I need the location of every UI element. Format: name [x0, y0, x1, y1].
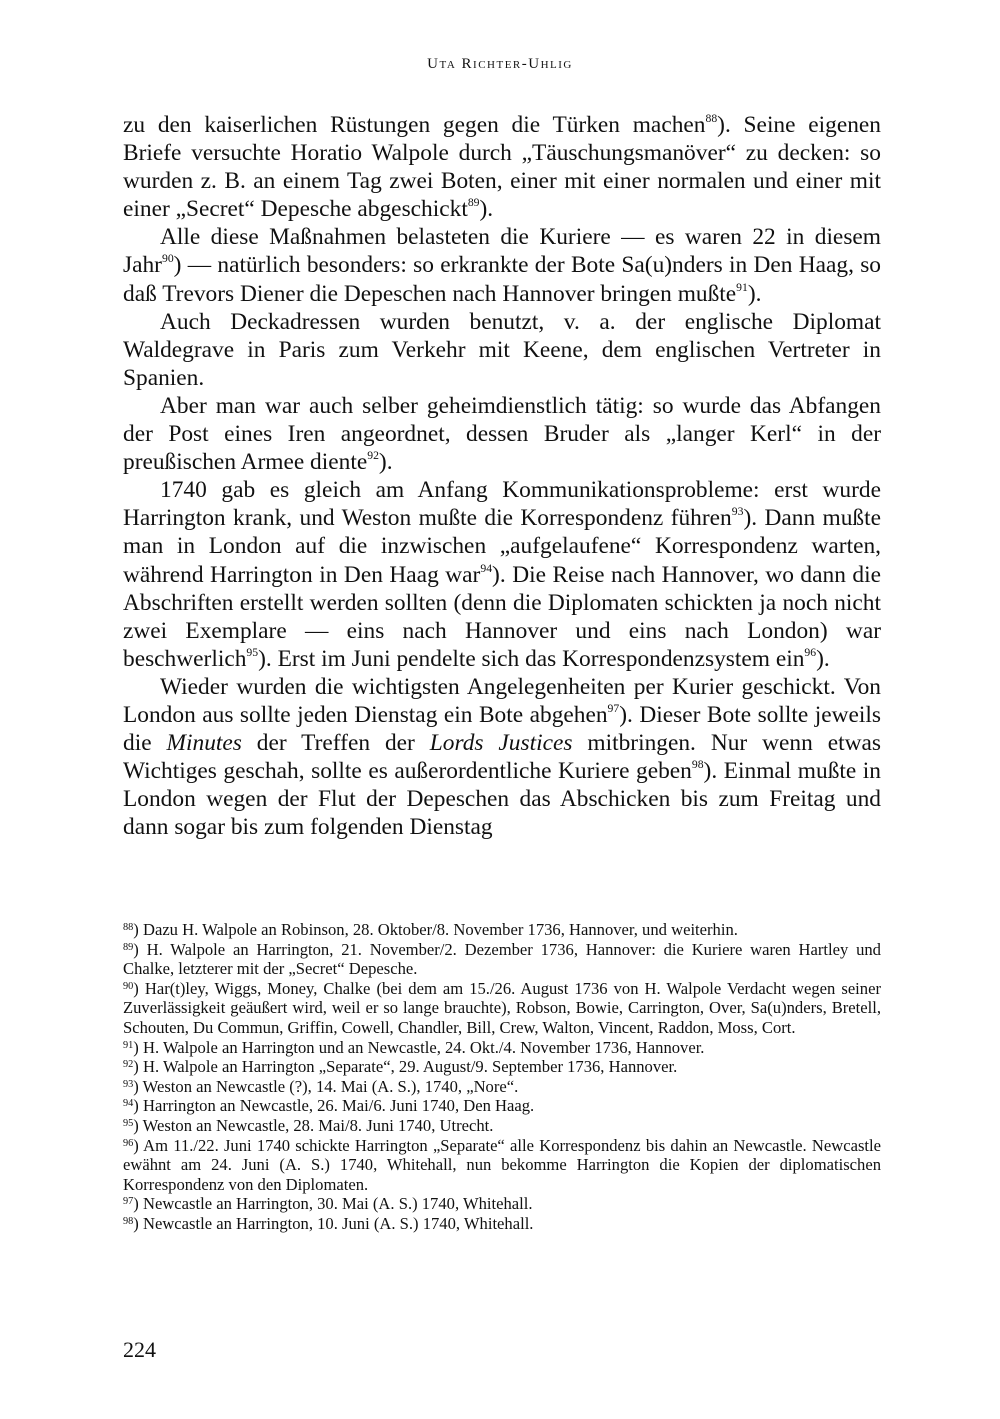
italic-text: Lords Justices — [429, 730, 573, 757]
footnote-text: Am 11./22. Juni 1740 schickte Harrington „Separate“ alle Korrespondenz bis dahin an Newcastle. Newcastle ewähnt am 24. Juni (A. S.) 1740, Whitehall, nun bekomme Harrington die Kopien der diplomatischen Korrespondenz von den Diplomaten. — [123, 1135, 882, 1194]
footnote — [123, 979, 881, 1038]
text-run: ). Erst im Juni pendelte sich das Korrespondenzsystem ein — [258, 645, 805, 672]
text-run: ). — [378, 449, 393, 476]
footnote-number: 92 — [123, 1059, 134, 1071]
footnote-text: H. Walpole an Harrington, 21. November/2. Dezember 1736, Hannover: die Kuriere waren Hartley und Chalke, letzterer mit der „Secret“ Depesche. — [123, 939, 881, 979]
text-run: der Treffen der — [241, 730, 430, 757]
footnote — [123, 1214, 881, 1234]
footnote — [123, 1077, 881, 1097]
text-run: ) — natürlich besonders: so erkrankte der Bote Sa(u)nders in Den Haag, so daß Trevors Diener die Depeschen nach Hannover bringen mußte — [123, 252, 881, 307]
text-run: ). Seine eigenen Briefe versuchte Horatio Walpole durch „Täuschungsmanöver“ zu decken: so wurden z. B. an einem Tag zwei Boten, einer mit einer normalen und einer mit einer „Secret“ Depesche abgeschickt — [123, 112, 881, 223]
text-run: ). Die Reise nach Hannover, wo dann die Abschriften erstellt werden sollten (denn die Diplomaten schickten ja noch nicht zwei Exemplare — eins nach Hannover und eins nach London) war beschwerlich — [123, 561, 882, 672]
footnote-number: 88 — [123, 921, 134, 933]
text-run: ). Dieser Bote sollte jeweils die — [123, 701, 881, 757]
footnote-number: 93 — [123, 1078, 134, 1090]
footnote-text: Har(t)ley, Wiggs, Money, Chalke (bei dem am 15./26. August 1736 von H. Walpole Verdacht wegen seiner Zuverlässigkeit geäußert wird, weil er so lange brauchte), Robson, Bowie, Carrington, Over, Sa(u)nders, Bretell, Schouten, Du Commun, Griffin, Cowell, Chandler, Bill, Crew, Walton, Vincent, Raddon, Moss, Cort. — [123, 978, 881, 1037]
paragraph — [123, 673, 881, 842]
footnote-number: 90 — [123, 980, 134, 992]
text-run: Auch Deckadressen wurden benutzt, v. a. der englische Diplomat Waldegrave in Paris zum Verkehr mit Keene, dem englischen Vertreter in Spanien. — [123, 308, 881, 391]
footnote-paren: ) — [133, 1076, 143, 1096]
footnote — [123, 1116, 881, 1136]
footnote-ref: 92 — [367, 449, 379, 463]
footnote-number: 98 — [123, 1215, 134, 1227]
footnote-number: 96 — [123, 1137, 134, 1149]
footnote-number: 91 — [123, 1039, 134, 1051]
footnote-ref: 89 — [467, 196, 480, 210]
running-header: Uta Richter-Uhlig — [427, 56, 573, 72]
footnote-text: Weston an Newcastle, 28. Mai/8. Juni 1740, Utrecht. — [142, 1115, 494, 1135]
footnote-number: 94 — [123, 1098, 134, 1110]
footnote-text: Dazu H. Walpole an Robinson, 28. Oktober/8. November 1736, Hannover, und weiterhin. — [142, 920, 738, 939]
paragraph — [123, 476, 881, 673]
footnote — [123, 1194, 881, 1214]
text-run: ). — [816, 645, 830, 672]
footnote-ref: 96 — [804, 645, 817, 659]
paragraph — [123, 392, 881, 476]
paragraph — [123, 223, 881, 307]
footnote-text: H. Walpole an Harrington „Separate“, 29. August/9. September 1736, Hannover. — [142, 1057, 678, 1077]
text-run: ). Dann mußte man in London auf die inzwischen „aufgelaufene“ Korrespondenz warten, während Harrington in Den Haag war — [123, 505, 882, 588]
footnote-text: H. Walpole an Harrington und an Newcastle, 24. Okt./4. November 1736, Hannover. — [142, 1037, 705, 1057]
footnote — [123, 1057, 881, 1077]
footnote-number: 97 — [123, 1196, 134, 1208]
footnote — [123, 920, 881, 940]
footnote-text: Newcastle an Harrington, 10. Juni (A. S.) 1740, Whitehall. — [142, 1213, 534, 1233]
footnote-ref: 90 — [161, 252, 174, 266]
footnotes — [123, 920, 881, 1234]
footnote-text: Newcastle an Harrington, 30. Mai (A. S.) 1740, Whitehall. — [142, 1194, 533, 1214]
footnote-ref: 95 — [246, 645, 259, 659]
footnote — [123, 1136, 881, 1195]
footnote-ref: 94 — [480, 561, 493, 575]
paragraph — [123, 111, 881, 223]
footnote-text: Weston an Newcastle (?), 14. Mai (A. S.), 1740, „Nore“. — [142, 1076, 519, 1096]
footnote-paren: ) — [133, 1037, 143, 1057]
text-run: Wieder wurden die wichtigsten Angelegenheiten per Kurier geschickt. Von London aus sollte jeden Dienstag ein Bote abgehen — [123, 673, 881, 728]
text-run: ). — [747, 280, 762, 307]
text-run: 1740 gab es gleich am Anfang Kommunikationsprobleme: erst wurde Harrington krank, und Weston mußte die Korrespondenz führen — [123, 477, 881, 532]
footnote — [123, 1096, 881, 1116]
footnote-ref: 97 — [607, 702, 620, 716]
footnote-paren: ) — [133, 1135, 144, 1155]
paragraph — [123, 308, 881, 392]
text-run: ). Einmal mußte in London wegen der Flut der Depeschen das Abschicken bis zum Freitag und dann sogar bis zum folgenden Dienstag — [123, 758, 881, 841]
footnote-paren: ) — [133, 1115, 143, 1135]
footnote-text: Harrington an Newcastle, 26. Mai/6. Juni 1740, Den Haag. — [142, 1096, 535, 1116]
italic-text: Minutes — [166, 730, 242, 757]
footnote-paren: ) — [133, 978, 145, 998]
footnote-paren: ) — [133, 1213, 143, 1233]
footnote-ref: 93 — [731, 505, 744, 519]
footnote-paren: ) — [133, 1096, 143, 1116]
text-run: Aber man war auch selber geheimdienstlich tätig: so wurde das Abfangen der Post eines Iren angeordnet, dessen Bruder als „langer Kerl“ in der preußischen Armee diente — [123, 392, 881, 476]
footnote-paren: ) — [133, 1057, 143, 1077]
footnote-paren: ) — [133, 1194, 143, 1214]
text-run: Alle diese Maßnahmen belasteten die Kuriere — es waren 22 in diesem Jahr — [123, 224, 881, 279]
footnote-paren: ) — [133, 939, 147, 959]
footnote-ref: 88 — [705, 112, 718, 126]
footnote-ref: 91 — [736, 280, 748, 294]
text-run: zu den kaiserlichen Rüstungen gegen die Türken machen — [123, 112, 706, 138]
footnote — [123, 1038, 881, 1058]
main-text — [123, 111, 881, 841]
footnote-number: 89 — [123, 941, 134, 953]
footnote-paren: ) — [133, 920, 143, 939]
footnote-ref: 98 — [691, 758, 704, 772]
footnote-number: 95 — [123, 1117, 134, 1129]
text-run: ). — [479, 196, 494, 223]
text-run: mitbringen. Nur wenn etwas Wichtiges geschah, sollte es außerordentliche Kuriere geben — [123, 730, 881, 785]
footnote — [123, 940, 881, 979]
page-number: 224 — [123, 1337, 156, 1362]
